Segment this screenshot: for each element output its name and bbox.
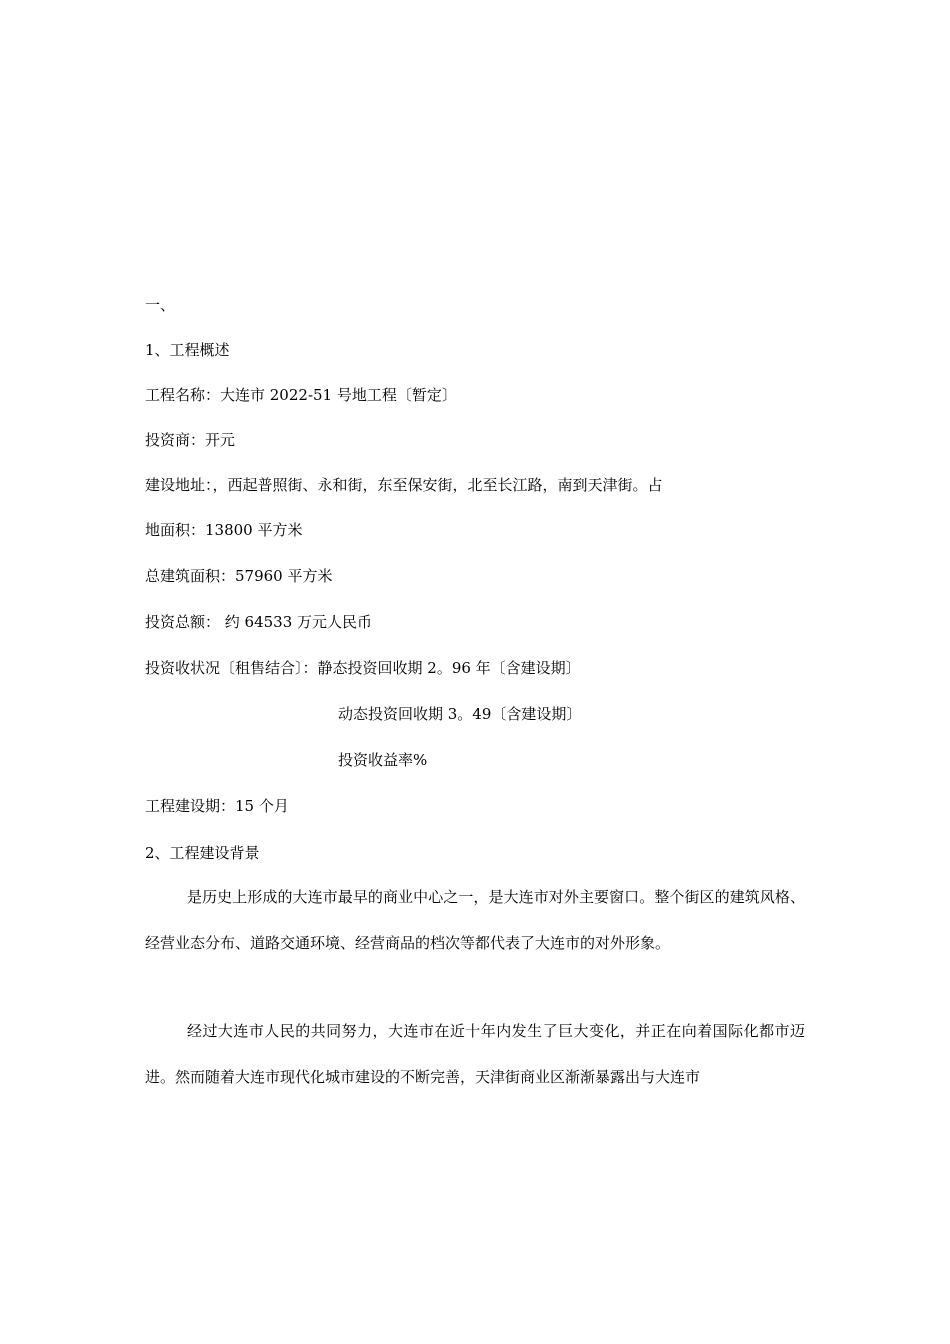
dynamic-payback: 动态投资回收期 3。49〔含建设期〕 [338,705,582,723]
section2-title: 2、工程建设背景 [145,844,260,862]
heading-level0: 一、 [145,296,176,314]
paragraph-2: 经过大连市人民的共同努力，大连市在近十年内发生了巨大变化，并正在向着国际化都市迈进。然而随着大连市现代化城市建设的不断完善，天津街商业区渐渐暴露出与大连市 [145,1022,805,1086]
return-rate: 投资收益率% [338,751,428,769]
paragraph-1: 是历史上形成的大连市最早的商业中心之一，是大连市对外主要窗口。整个街区的建筑风格、经营业态分布、道路交通环境、经营商品的档次等都代表了大连市的对外形象。 [145,888,805,952]
land-area: 地面积：13800 平方米 [145,521,303,539]
construction-period: 工程建设期：15 个月 [145,797,289,815]
return-status: 投资收状况〔租售结合〕：静态投资回收期 2。96 年〔含建设期〕 [145,659,581,677]
address-line: 建设地址：，西起普照街、永和街，东至保安街，北至长江路，南到天津街。占 [145,476,663,494]
investor: 投资商：开元 [145,431,236,449]
total-building-area: 总建筑面积：57960 平方米 [145,567,333,585]
total-investment: 投资总额： 约 64533 万元人民币 [145,613,373,631]
section1-title: 1、工程概述 [145,341,230,359]
project-name: 工程名称：大连市 2022-51 号地工程〔暂定〕 [145,386,457,404]
